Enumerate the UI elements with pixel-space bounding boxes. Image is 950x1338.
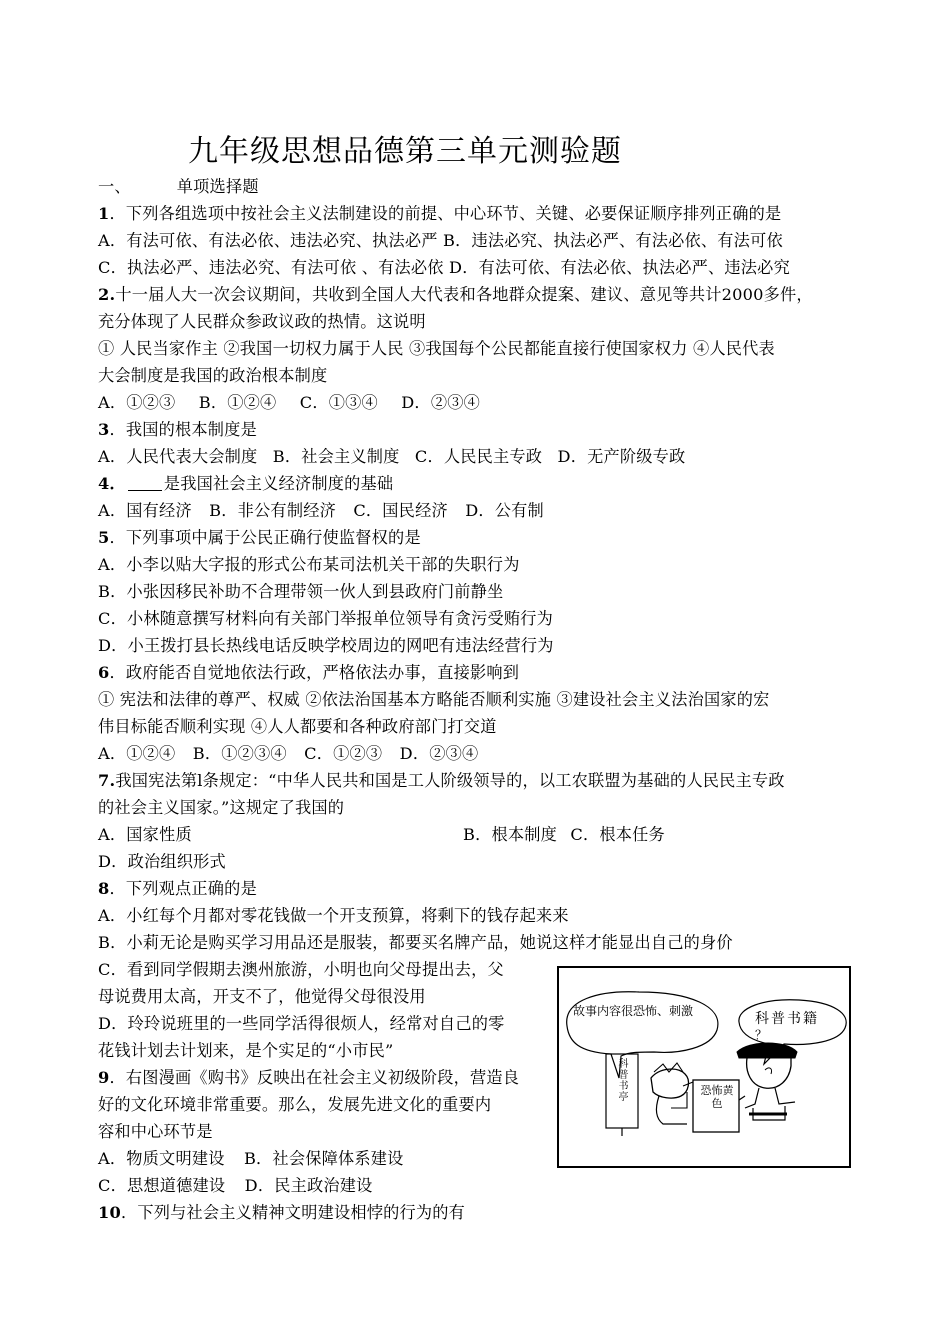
q5-option-a: A．小李以贴大字报的形式公布某司法机关干部的失职行为 <box>98 555 520 574</box>
question-stem: ．政府能否自觉地依法行政，严格依法办事，直接影响到 <box>109 663 520 682</box>
q4-choices: A．国有经济 B．非公有制经济 C．国民经济 D．公有制 <box>98 501 544 520</box>
question-number: 7. <box>98 771 116 790</box>
question-stem: ．下列事项中属于公民正确行使监督权的是 <box>109 528 421 547</box>
q3-choices: A．人民代表大会制度 B．社会主义制度 C．人民民主专政 D．无产阶级专政 <box>98 447 686 466</box>
q8-option-d-line2: 花钱计划去计划来，是个实足的“小市民” <box>98 1041 394 1060</box>
cartoon-buying-books <box>557 966 851 1168</box>
q2-statements-2: 大会制度是我国的政治根本制度 <box>98 366 328 385</box>
question-stem: 我国宪法第l条规定：“中华人民共和国是工人阶级领导的，以工农联盟为基础的人民民主专政 <box>115 771 785 790</box>
q6-choices: A．①②④ B．①②③④ C．①②③ D．②③④ <box>98 744 479 763</box>
q2-statements-1: ① 人民当家作主 ②我国一切权力属于人民 ③我国每个公民都能直接行使国家权力 ④人民代表 <box>98 339 775 358</box>
question-10 <box>98 1203 465 1223</box>
question-6 <box>98 663 519 683</box>
q7-option-d: D．政治组织形式 <box>98 852 226 871</box>
q6-statements-1: ① 宪法和法律的尊严、权威 ②依法治国基本方略能否顺利实施 ③建设社会主义法治国家的宏 <box>98 690 770 709</box>
q8-option-b: B．小莉无论是购买学习用品还是服装，都要买名牌产品，她说这样才能显出自己的身价 <box>98 933 733 952</box>
question-stem: ．下列观点正确的是 <box>109 879 257 898</box>
section-heading <box>98 177 259 197</box>
question-5 <box>98 528 421 548</box>
question-stem: ．下列各组选项中按社会主义法制建设的前提、中心环节、关键、必要保证顺序排列正确的是 <box>109 204 782 223</box>
q8-option-c-line1: C．看到同学假期去澳州旅游，小明也向父母提出去，父 <box>98 960 504 979</box>
question-number: 4． <box>98 474 126 493</box>
cartoon-bubble-right-text: 科普书籍 <box>755 1011 819 1027</box>
section-number: 一、 <box>98 177 131 196</box>
question-number: 5 <box>98 528 110 547</box>
question-number: 10 <box>98 1203 121 1222</box>
page-title: 九年级思想品德第三单元测验题 <box>188 134 622 169</box>
question-stem: ．我国的根本制度是 <box>109 420 257 439</box>
q7-option-a: A．国家性质 <box>98 825 192 844</box>
cartoon-drawing <box>559 968 853 1170</box>
question-number: 6 <box>98 663 110 682</box>
question-4 <box>98 474 393 494</box>
q9-options-cd: C．思想道德建设 D．民主政治建设 <box>98 1176 373 1195</box>
question-2 <box>98 285 813 305</box>
q6-statements-2: 伟目标能否顺利实现 ④人人都要和各种政府部门打交道 <box>98 717 497 736</box>
question-number: 8 <box>98 879 110 898</box>
answer-blank <box>128 476 162 491</box>
q1-options-cd: C．执法必严、违法必究、有法可依 、有法必依 D．有法可依、有法必依、执法必严、违法必究 <box>98 258 790 277</box>
q9-stem-line2: 好的文化环境非常重要。那么，发展先进文化的重要内 <box>98 1095 492 1114</box>
question-9 <box>98 1068 519 1088</box>
q7-options-bc: B．根本制度 C．根本任务 <box>463 825 665 844</box>
q7-stem-line2: 的社会主义国家。”这规定了我国的 <box>98 798 345 817</box>
section-label: 单项选择题 <box>176 177 259 196</box>
cartoon-book-box-label: 恐怖黄色 <box>700 1084 734 1110</box>
question-8 <box>98 879 257 899</box>
question-stem: 十一届人大一次会议期间，共收到全国人大代表和各地群众提案、建议、意见等共计2000多件， <box>115 285 813 304</box>
question-number: 2. <box>98 285 116 304</box>
q1-options-ab: A．有法可依、有法必依、违法必究、执法必严 B．违法必究、执法必严、有法必依、有法可依 <box>98 231 783 250</box>
question-1 <box>98 204 781 224</box>
q8-option-c-line2: 母说费用太高，开支不了，他觉得父母很没用 <box>98 987 426 1006</box>
cartoon-book-stand-label: 科普书亭 <box>616 1058 627 1102</box>
q8-option-d-line1: D．玲玲说班里的一些同学活得很烦人，经常对自己的零 <box>98 1014 505 1033</box>
question-3 <box>98 420 257 440</box>
question-number: 9 <box>98 1068 110 1087</box>
cartoon-bubble-left-text: 故事内容很恐怖、刺激 <box>573 1004 694 1018</box>
cartoon-question-mark: ？ <box>755 1028 768 1042</box>
question-stem: ．下列与社会主义精神文明建设相悖的行为的有 <box>120 1203 466 1222</box>
question-7 <box>98 771 785 791</box>
question-number: 3 <box>98 420 110 439</box>
q2-stem-line2: 充分体现了人民群众参政议政的热情。这说明 <box>98 312 426 331</box>
q5-option-c: C．小林随意撰写材料向有关部门举报单位领导有贪污受贿行为 <box>98 609 554 628</box>
question-stem: 是我国社会主义经济制度的基础 <box>163 474 394 493</box>
q5-option-d: D．小王拨打县长热线电话反映学校周边的网吧有违法经营行为 <box>98 636 554 655</box>
q2-choices: A．①②③ B．①②④ C．①③④ D．②③④ <box>98 393 480 412</box>
q9-options-ab: A．物质文明建设 B．社会保障体系建设 <box>98 1149 404 1168</box>
question-number: 1 <box>98 204 110 223</box>
q5-option-b: B．小张因移民补助不合理带领一伙人到县政府门前静坐 <box>98 582 504 601</box>
question-stem: ．右图漫画《购书》反映出在社会主义初级阶段，营造良 <box>109 1068 520 1087</box>
q8-option-a: A．小红每个月都对零花钱做一个开支预算，将剩下的钱存起来来 <box>98 906 569 925</box>
q9-stem-line3: 容和中心环节是 <box>98 1122 213 1141</box>
